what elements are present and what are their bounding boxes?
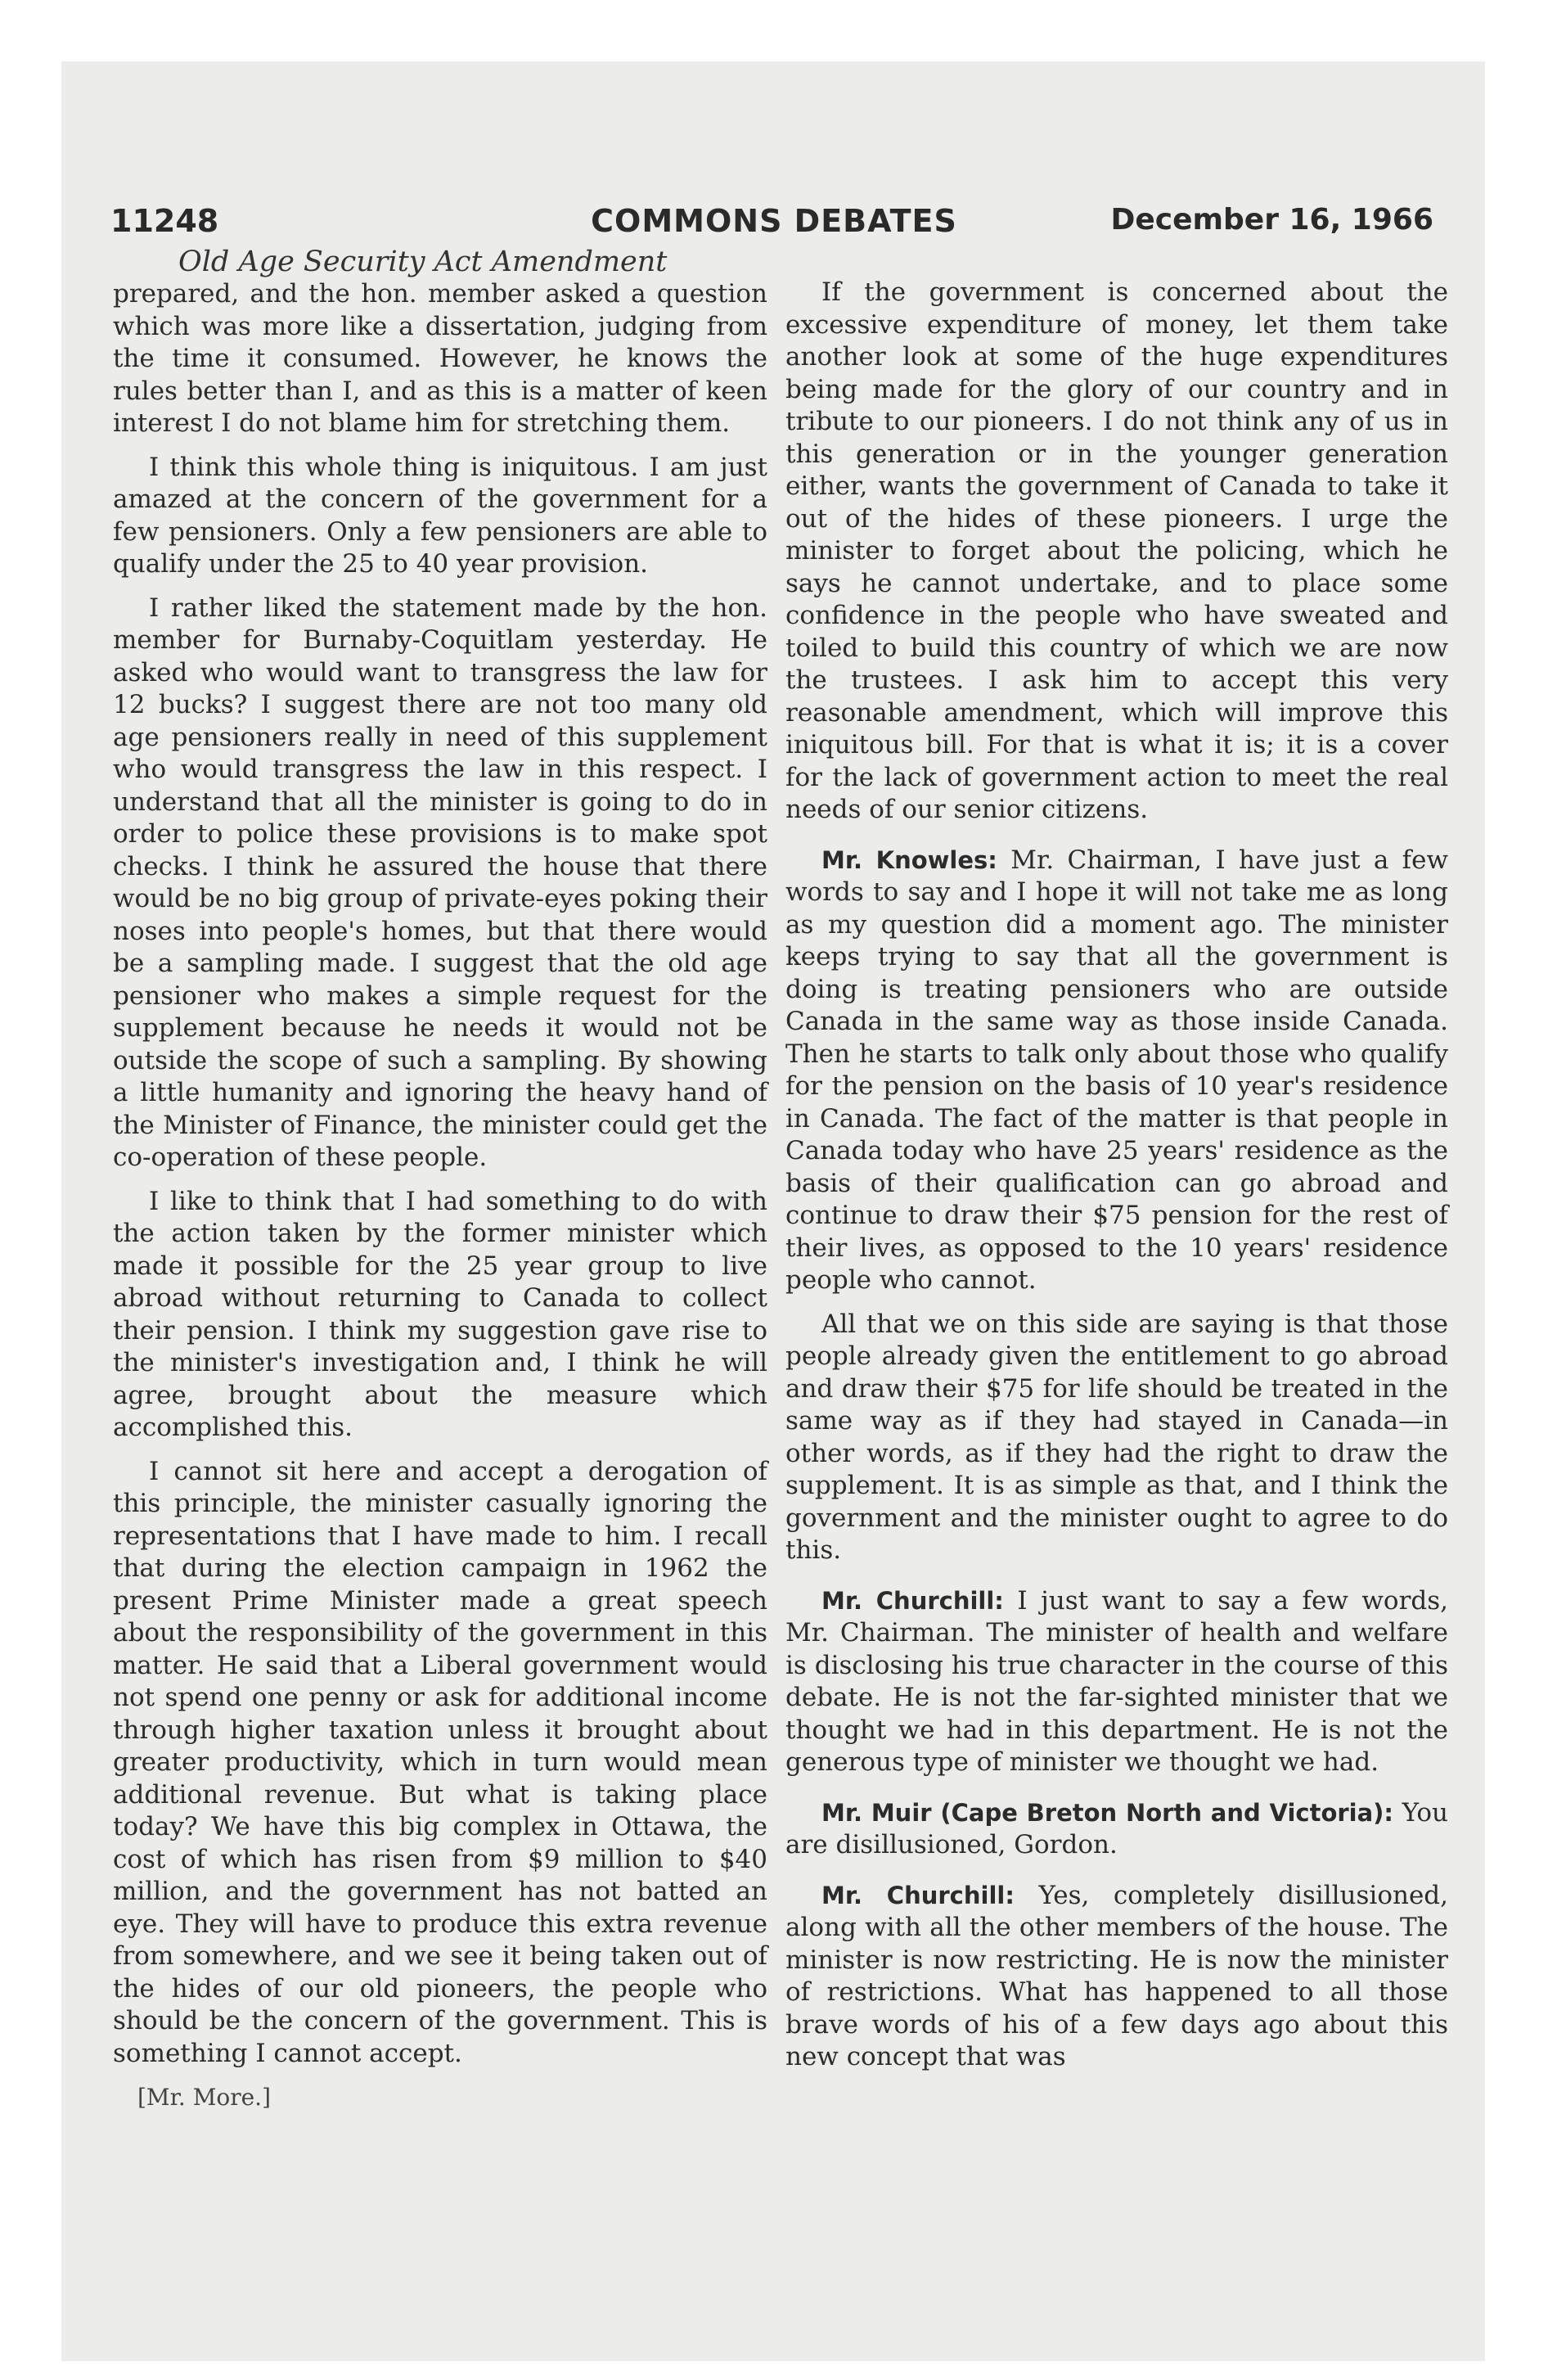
running-head: COMMONS DEBATES bbox=[591, 203, 957, 239]
paragraph: prepared, and the hon. member asked a question which was more like a dissertation, judging from the time it consumed. However, he knows the rules better than I, and as this is a matter of keen interest I do not blame him for stretching them. bbox=[113, 279, 767, 438]
speech-muir bbox=[785, 1797, 1448, 1862]
left-column bbox=[113, 278, 767, 2114]
speaker-name: Mr. Churchill: bbox=[821, 1586, 1004, 1615]
speaker-footer-tag: [Mr. More.] bbox=[137, 2084, 272, 2111]
speech-text: Yes, completely disillusioned, along with all the other members of the house. The minister is now restricting. He is now the minister of restrictions. What has happened to all those brave words of his of a few days ago about this new concept that was bbox=[785, 1880, 1448, 2071]
speaker-name: Mr. Churchill: bbox=[821, 1881, 1015, 1909]
speech-text: I just want to say a few words, Mr. Chairman. The minister of health and welfare is disclosing his true character in the course of this debate. He is not the far-sighted minister that we thought we had in this department. He is not the generous type of minister we thought we had. bbox=[785, 1585, 1448, 1777]
paragraph: I cannot sit here and accept a derogation of this principle, the minister casually ignoring the representations that I have made to him. I recall that during the election campaign in 1962 the present Prime Minister made a great speech about the responsibility of the government in this matter. He said that a Liberal government would not spend one penny or ask for additional income through higher taxation unless it brought about greater productivity, which in turn would mean additional revenue. But what is taking place today? We have this big complex in Ottawa, the cost of which has risen from $9 million to $40 million, and the government has not batted an eye. They will have to produce this extra revenue from somewhere, and we see it being taken out of the hides of our old pioneers, the people who should be the concern of the government. This is something I cannot accept. bbox=[113, 1456, 767, 2068]
speech-text: You are disillusioned, Gordon. bbox=[785, 1797, 1448, 1859]
speech-knowles bbox=[785, 845, 1448, 1297]
paragraph: I think this whole thing is iniquitous. I am just amazed at the concern of the government for a few pensioners. Only a few pensioners are able to qualify under the 25 to 40 year provision. bbox=[113, 452, 767, 579]
speech-text: Mr. Chairman, I have just a few words to say and I hope it will not take me as long as my question did a moment ago. The minister keeps trying to say that all the government is doing is treating pensioners who are outside Canada in the same way as those inside Canada. Then he starts to talk only about those who qualify for the pension on the basis of 10 year's residence in Canada. The fact of the matter is that people in Canada today who have 25 years' residence as the basis of their qualification can go abroad and continue to draw their $75 pension for the rest of their lives, as opposed to the 10 years' residence people who cannot. bbox=[785, 845, 1449, 1295]
speaker-name: Mr. Knowles: bbox=[821, 845, 997, 874]
section-subhead: Old Age Security Act Amendment bbox=[178, 246, 668, 278]
paragraph: I like to think that I had something to do with the action taken by the former minister which made it possible for the 25 year group to live abroad without returning to Canada to collect their pension. I think my suggestion gave rise to the minister's investigation and, I think he will agree, brought about the measure which accomplished this. bbox=[113, 1186, 767, 1442]
paragraph: I rather liked the statement made by the hon. member for Burnaby-Coquitlam yesterday. He asked who would want to transgress the law for 12 bucks? I suggest there are not too many old age pensioners really in need of this supplement who would transgress the law in this respect. I understand that all the minister is going to do in order to police these provisions is to make spot checks. I think he assured the house that there would be no big group of private-eyes poking their noses into people's homes, but that there would be a sampling made. I suggest that the old age pensioner who makes a simple request for the supplement because he needs it would not be outside the scope of such a sampling. By showing a little humanity and ignoring the heavy hand of the Minister of Finance, the minister could get the co-operation of these people. bbox=[113, 593, 767, 1172]
paragraph: All that we on this side are saying is that those people already given the entitlement to go abroad and draw their $75 for life should be treated in the same way as if they had stayed in Canada—in other words, as if they had the right to draw the supplement. It is as simple as that, and I think the government and the minister ought to agree to do this. bbox=[785, 1309, 1448, 1565]
right-column bbox=[785, 277, 1448, 2074]
speaker-name: Mr. Muir (Cape Breton North and Victoria): bbox=[821, 1798, 1394, 1827]
page-date: December 16, 1966 bbox=[1110, 203, 1433, 237]
paragraph: If the government is concerned about the excessive expenditure of money, let them take another look at some of the huge expenditures being made for the glory of our country and in tribute to our pioneers. I do not think any of us in this generation or in the younger generation either, wants the government of Canada to take it out of the hides of these pioneers. I urge the minister to forget about the policing, which he says he cannot undertake, and to place some confidence in the people who have sweated and toiled to build this country of which we are now the trustees. I ask him to accept this very reasonable amendment, which will improve this iniquitous bill. For that is what it is; it is a cover for the lack of government action to meet the real needs of our senior citizens. bbox=[785, 277, 1448, 824]
speech-churchill bbox=[785, 1585, 1448, 1779]
speech-churchill-2 bbox=[785, 1880, 1448, 2074]
page-number: 11248 bbox=[110, 203, 219, 239]
